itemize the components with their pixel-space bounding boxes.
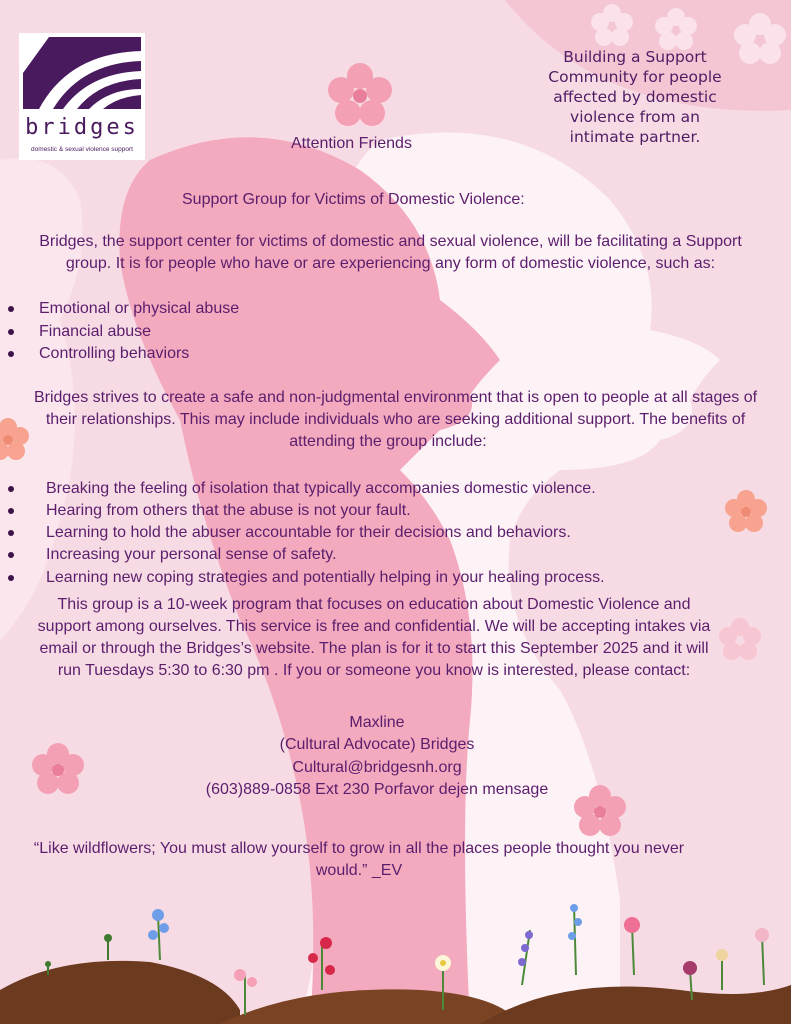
quote-line: “Like wildflowers; You must allow yourself to grow in all the places people thought you never — [33, 840, 685, 857]
greeting: Attention Friends — [291, 135, 412, 152]
logo-mark-icon — [19, 33, 145, 113]
tagline-line: Community for people — [548, 68, 722, 86]
bullet-icon — [8, 306, 14, 312]
bullet-icon — [8, 508, 14, 514]
program-line: email or through the Bridges’s website. The plan is for it to start this September 2025 and it will — [39, 640, 709, 657]
tagline — [525, 47, 745, 147]
tagline-line: violence from an — [570, 108, 700, 126]
bullet-icon — [8, 351, 14, 357]
list-item: Financial abuse — [39, 323, 152, 340]
list-item: Increasing your personal sense of safety. — [46, 546, 337, 563]
bullet-icon — [8, 486, 14, 492]
list-item: Controlling behaviors — [39, 345, 190, 362]
bullet-icon — [8, 530, 14, 536]
program-line: run Tuesdays 5:30 to 6:30 pm . If you or someone you know is interested, please contact: — [57, 662, 691, 679]
logo-subtitle: domestic & sexual violence support — [31, 146, 133, 153]
bullet-icon — [8, 552, 14, 558]
intro-line: group. It is for people who have or are experiencing any form of domestic violence, such as: — [65, 255, 716, 272]
list-item: Hearing from others that the abuse is not your fault. — [46, 502, 411, 519]
program-line: This group is a 10-week program that focuses on education about Domestic Violence and — [57, 596, 691, 613]
program-line: support among ourselves. This service is free and confidential. We will be accepting intakes via — [37, 618, 711, 635]
list-item: Breaking the feeling of isolation that typically accompanies domestic violence. — [46, 480, 596, 497]
contact-name: Maxline — [349, 714, 405, 731]
list-item: Learning new coping strategies and potentially helping in your healing process. — [46, 569, 605, 586]
environment-line: their relationships. This may include individuals who are seeking additional support. The benefits of — [45, 411, 746, 428]
bullet-icon — [8, 329, 14, 335]
bridges-logo — [19, 33, 145, 160]
logo-wordmark: bridges — [25, 115, 139, 140]
contact-role: (Cultural Advocate) Bridges — [279, 736, 475, 753]
tagline-line: Building a Support — [563, 48, 707, 66]
bullet-icon — [8, 575, 14, 581]
tagline-line: affected by domestic — [553, 88, 717, 106]
list-item: Emotional or physical abuse — [39, 300, 240, 317]
contact-email[interactable]: Cultural@bridgesnh.org — [292, 759, 462, 776]
tagline-line: intimate partner. — [569, 128, 701, 146]
environment-line: attending the group include: — [289, 433, 487, 450]
list-item: Learning to hold the abuser accountable for their decisions and behaviors. — [46, 524, 571, 541]
contact-phone: (603)889-0858 Ext 230 Porfavor dejen mensage — [205, 781, 549, 798]
quote-line: would.” _EV — [315, 862, 403, 879]
heading: Support Group for Victims of Domestic Violence: — [182, 191, 525, 208]
intro-line: Bridges, the support center for victims of domestic and sexual violence, will be facilitating a Support — [39, 233, 742, 250]
environment-line: Bridges strives to create a safe and non-judgmental environment that is open to people at all stages of — [33, 389, 758, 406]
